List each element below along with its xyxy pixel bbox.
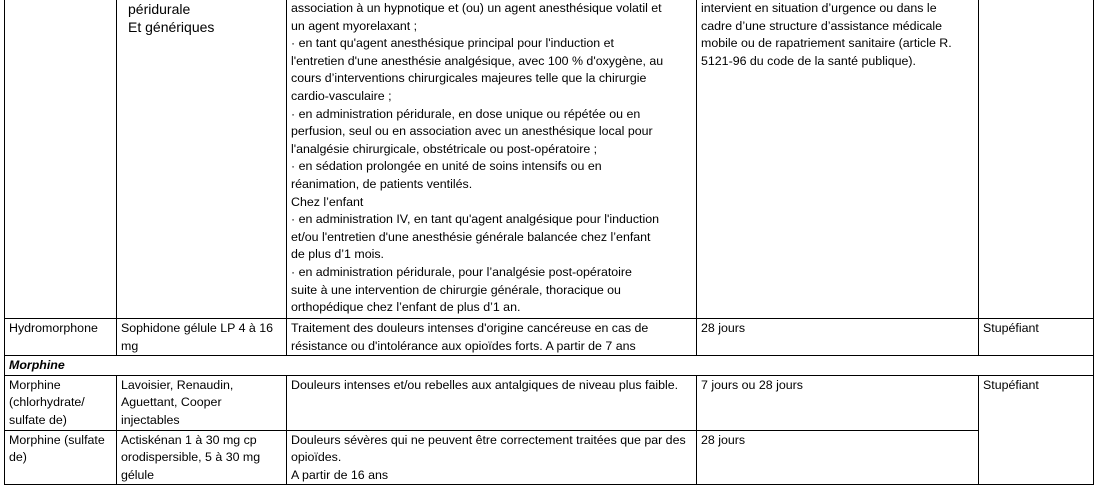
text-line: orthopédique chez l’enfant de plus d’1 an. (291, 300, 521, 315)
substance-cell: Morphine (sulfate de) (5, 430, 117, 485)
indication-cell (287, 375, 697, 430)
text-line: suite à une intervention de chirurgie générale, thoracique ou (291, 282, 621, 297)
status-cell (979, 0, 1094, 319)
text-line: cours d’interventions chirurgicales majeures telle que la chirurgie (291, 71, 647, 86)
product-cell: Sophidone gélule LP 4 à 16 mg (117, 319, 287, 356)
substance-cell: Hydromorphone (5, 319, 117, 356)
text-line: perfusion, seul ou en association avec un anesthésique local pour (291, 124, 653, 139)
text-line: A partir de 16 ans (291, 467, 389, 482)
indication-cell: Traitement des douleurs intenses d'origine cancéreuse en cas de résistance ou d'intolérance aux opioïdes forts. A partir de 7 ans (287, 319, 697, 356)
table-row (5, 0, 1094, 319)
table-row (5, 375, 1094, 430)
status-cell: Stupéfiant (979, 319, 1094, 356)
product-cell: Actiskénan 1 à 30 mg cp orodispersible, 5 à 30 mg gélule (117, 430, 287, 485)
product-cell: Lavoisier, Renaudin, Aguettant, Cooper injectables (117, 375, 287, 430)
text-line: réanimation, de patients ventilés. (291, 176, 473, 191)
text-line: Et génériques (128, 19, 215, 35)
text-line: mobile ou de rapatriement sanitaire (article R. (701, 36, 952, 51)
text-line: un agent myorelaxant ; (291, 18, 418, 33)
text-line: 5121-96 du code de la santé publique). (701, 53, 916, 68)
text-line: · en administration péridurale, pour l’analgésie post-opératoire (291, 264, 632, 279)
duration-cell: 28 jours (697, 319, 979, 356)
text-line: Chez l’enfant (291, 194, 364, 209)
text-line: Douleurs intenses et/ou rebelles aux antalgiques de niveau plus faible. (291, 377, 679, 392)
duration-cell: 7 jours ou 28 jours (697, 375, 979, 430)
duration-cell (697, 0, 979, 319)
substance-cell (5, 0, 117, 319)
text-line: Douleurs sévères qui ne peuvent être correctement traitées que par des opioïdes. (291, 432, 686, 465)
text-line: · en administration péridurale, en dose unique ou répétée ou en (291, 106, 641, 121)
indication-cell (287, 0, 697, 319)
table-row (5, 319, 1094, 356)
text-line: intervient en situation d’urgence ou dans le (701, 1, 937, 15)
section-heading: Morphine (5, 356, 1094, 376)
text-line: cardio-vasculaire ; (291, 88, 392, 103)
text-line: de plus d’1 mois. (291, 247, 384, 262)
text-line: et/ou l'entretien d'une anesthésie générale balancée chez l’enfant (291, 229, 651, 244)
text-line: association à un hypnotique et (ou) un agent anesthésique volatil et (291, 1, 662, 15)
section-row (5, 356, 1094, 376)
indication-cell (287, 430, 697, 485)
status-cell: Stupéfiant (979, 375, 1094, 485)
product-cell (117, 0, 287, 319)
drug-table (4, 0, 1094, 485)
substance-cell: Morphine (chlorhydrate/ sulfate de) (5, 375, 117, 430)
text-line: · en sédation prolongée en unité de soins intensifs ou en (291, 159, 602, 174)
text-line: l'analgésie chirurgicale, obstétricale ou post-opératoire ; (291, 141, 598, 156)
duration-cell: 28 jours (697, 430, 979, 485)
table-row (5, 430, 1094, 485)
text-line: l'entretien d'une anesthésie analgésique, avec 100 % d'oxygène, au (291, 53, 664, 68)
text-line: péridurale (128, 1, 191, 17)
text-line: · en tant qu'agent anesthésique principal pour l'induction et (291, 36, 614, 51)
text-line: cadre d’une structure d’assistance médicale (701, 18, 943, 33)
text-line: · en administration IV, en tant qu'agent analgésique pour l'induction (291, 212, 659, 227)
